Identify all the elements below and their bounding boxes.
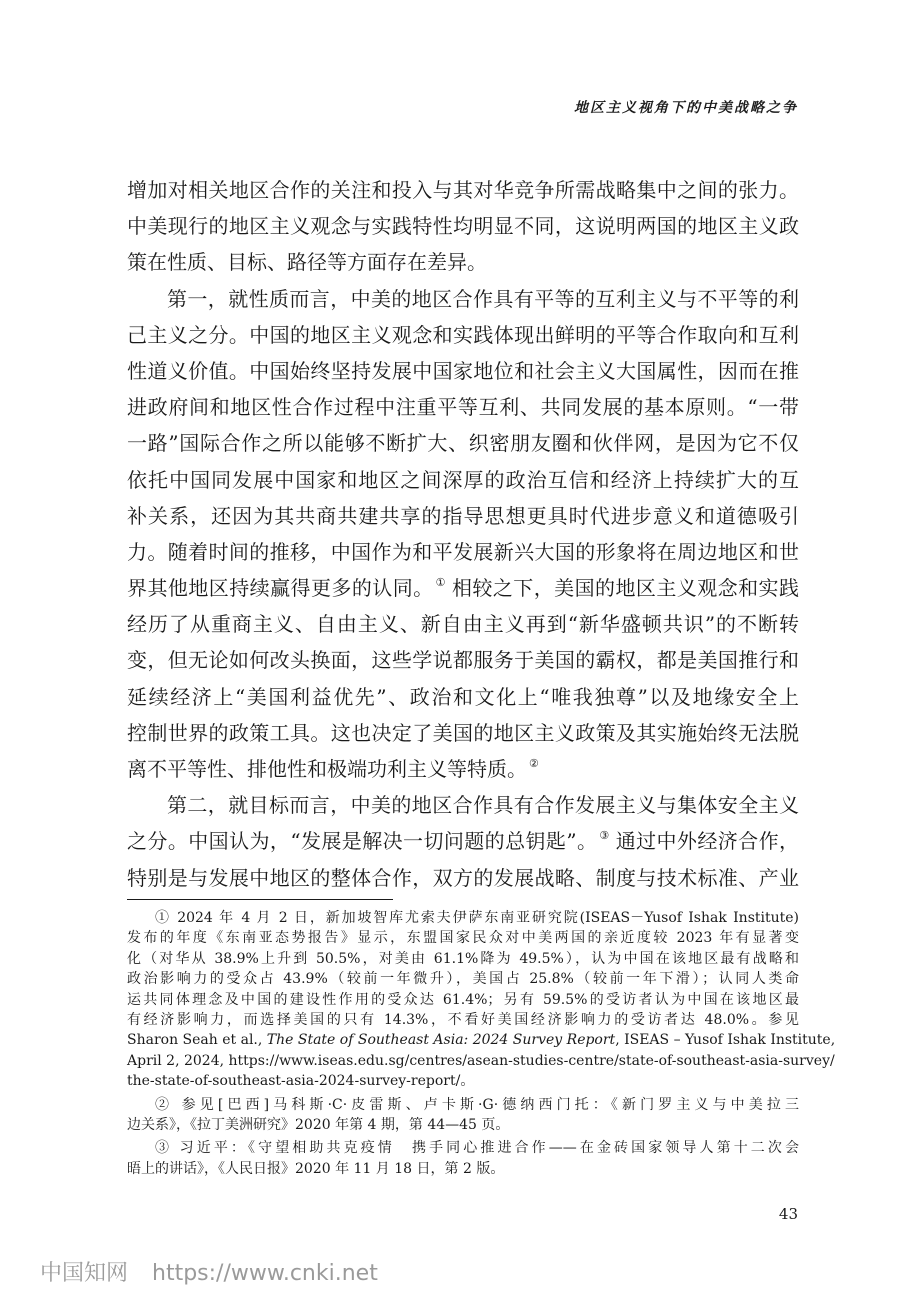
footnote-line — [127, 949, 799, 969]
line-text: 策在性质、目标、路径等方面存在差异。 — [127, 250, 487, 275]
body-line — [127, 317, 799, 353]
line-text: 控制世界的政策工具。这也决定了美国的地区主义政策及其实施始终无法脱 — [127, 720, 799, 745]
body-line — [127, 498, 799, 534]
footnote — [127, 1138, 799, 1179]
footnote-line — [127, 1051, 835, 1071]
body-line — [127, 353, 799, 389]
line-text: 力。随着时间的推移，中国作为和平发展新兴大国的形象将在周边地区和世 — [127, 539, 799, 564]
line-text: 之分。中国认为，“发展是解决一切问题的总钥匙”。 — [127, 829, 598, 854]
line-text: 政治影响力的受众占 43.9%（较前一年微升），美国占 25.8%（较前一年下滑）；认同人类命 — [127, 971, 799, 988]
line-text: Sharon Seah et al., — [127, 1032, 267, 1049]
line-text: 界其他地区持续赢得更多的认同。 — [127, 576, 434, 601]
line-text: , ISEAS – Yusof Ishak Institute, — [615, 1032, 836, 1049]
line-text: 依托中国同发展中国家和地区之间深厚的政治互信和经济上持续扩大的互 — [127, 467, 799, 492]
line-text: ③ 习近平：《守望相助共克疫情 携手同心推进合作——在金砖国家领导人第十二次会 — [155, 1140, 799, 1157]
body-line — [127, 570, 799, 606]
line-text: ① 2024 年 4 月 2 日，新加坡智库尤索夫伊萨东南亚研究院(ISEAS－Yusof Ishak Institute) — [155, 910, 799, 926]
footnote-ref[interactable]: ③ — [599, 829, 610, 843]
body-line — [127, 823, 799, 859]
body-line — [127, 642, 799, 678]
line-text: 相较之下，美国的地区主义观念和实践 — [451, 576, 799, 601]
body-text — [127, 172, 799, 896]
footnotes — [127, 908, 836, 1182]
body-line — [127, 389, 799, 425]
line-text: 第二，就目标而言，中美的地区合作具有合作发展主义与集体安全主义 — [167, 793, 799, 818]
body-line — [127, 425, 799, 461]
body-line — [127, 715, 799, 751]
line-text: 化（对华从 38.9%上升到 50.5%，对美由 61.1%降为 49.5%），认为中国在该地区最有战略和 — [127, 950, 799, 967]
line-text: 一路”国际合作之所以能够不断扩大、织密朋友圈和伙伴网，是因为它不仅 — [127, 431, 799, 456]
line-text: 离不平等性、排他性和极端功利主义等特质。 — [127, 757, 527, 781]
line-text: 性道义价值。中国始终坚持发展中国家地位和社会主义大国属性，因而在推 — [127, 358, 799, 383]
line-text: 增加对相关地区合作的关注和投入与其对华竞争所需战略集中之间的张力。 — [127, 178, 799, 202]
line-text: 发布的年度《东南亚态势报告》显示，东盟国家民众对中美两国的亲近度较 2023 年有显著变 — [127, 930, 799, 947]
footnote-line — [127, 1095, 799, 1115]
footnote-line — [127, 1030, 836, 1050]
line-text: 经历了从重商主义、自由主义、新自由主义再到“新华盛顿共识”的不断转 — [127, 612, 799, 637]
body-line — [127, 860, 799, 896]
line-text: 延续经济上“美国利益优先”、政治和文化上“唯我独尊”以及地缘安全上 — [127, 684, 799, 709]
footnote-ref[interactable]: ② — [529, 757, 539, 770]
footnote-line — [127, 928, 799, 948]
line-text: 晤上的讲话》，《人民日报》2020 年 11 月 18 日，第 2 版。 — [127, 1160, 505, 1177]
body-line — [127, 751, 799, 787]
body-line — [127, 244, 799, 280]
body-line — [127, 281, 799, 317]
body-line — [127, 679, 799, 715]
footnote-line — [127, 1115, 799, 1135]
line-text: 特别是与发展中地区的整体合作，双方的发展战略、制度与技术标准、产业 — [127, 865, 799, 890]
footnote-line — [127, 990, 799, 1010]
line-text: 补关系，还因为其共商共建共享的指导思想更具时代进步意义和道德吸引 — [127, 503, 799, 528]
footnote-line — [127, 1010, 799, 1030]
watermark-url: https://www.cnki.net — [152, 1261, 378, 1286]
footnote — [127, 908, 836, 1092]
footnote-line — [127, 1138, 799, 1158]
body-line — [127, 172, 799, 208]
footnote-line — [127, 908, 799, 928]
footnote-line — [127, 1071, 799, 1091]
line-text: 己主义之分。中国的地区主义观念和实践体现出鲜明的平等合作取向和互利 — [127, 322, 799, 347]
line-text: 有经济影响力，而选择美国的只有 14.3%，不看好美国经济影响力的受访者达 48.0%。参见 — [127, 1011, 799, 1028]
footnote-divider — [127, 899, 393, 900]
line-text: 变，但无论如何改头换面，这些学说都服务于美国的霸权，都是美国推行和 — [127, 648, 799, 673]
body-line — [127, 208, 799, 244]
line-text: the-state-of-southeast-asia-2024-survey-report/。 — [127, 1073, 475, 1090]
cited-title: The State of Southeast Asia: 2024 Survey Report — [266, 1032, 616, 1049]
body-line — [127, 534, 799, 570]
page-number: 43 — [778, 1205, 798, 1223]
line-text: 第一，就性质而言，中美的地区合作具有平等的互利主义与不平等的利 — [167, 286, 799, 311]
body-line — [127, 606, 799, 642]
body-line — [127, 787, 799, 823]
body-line — [127, 462, 799, 498]
footnote-line — [127, 1159, 799, 1179]
line-text: April 2, 2024, https://www.iseas.edu.sg/centres/asean-studies-centre/state-of-southeast-asia-survey/ — [127, 1052, 835, 1069]
line-text: ② 参见[巴西]马科斯·C·皮雷斯、卢卡斯·G·德纳西门托：《新门罗主义与中美拉三 — [155, 1096, 799, 1113]
line-text: 进政府间和地区性合作过程中注重平等互利、共同发展的基本原则。“一带 — [127, 395, 799, 420]
line-text: 边关系》，《拉丁美洲研究》2020 年第 4 期，第 44—45 页。 — [127, 1116, 510, 1133]
running-header: 地区主义视角下的中美战略之争 — [574, 100, 798, 116]
footnote-line — [127, 969, 799, 989]
watermark — [40, 1256, 378, 1287]
footnote-ref[interactable]: ① — [435, 576, 446, 590]
line-text: 通过中外经济合作， — [615, 829, 800, 854]
footnote — [127, 1095, 799, 1136]
line-text: 运共同体理念及中国的建设性作用的受众达 61.4%；另有 59.5%的受访者认为中国在该地区最 — [127, 991, 799, 1008]
watermark-brand: 中国知网 — [40, 1261, 129, 1286]
line-text: 中美现行的地区主义观念与实践特性均明显不同，这说明两国的地区主义政 — [127, 214, 799, 239]
